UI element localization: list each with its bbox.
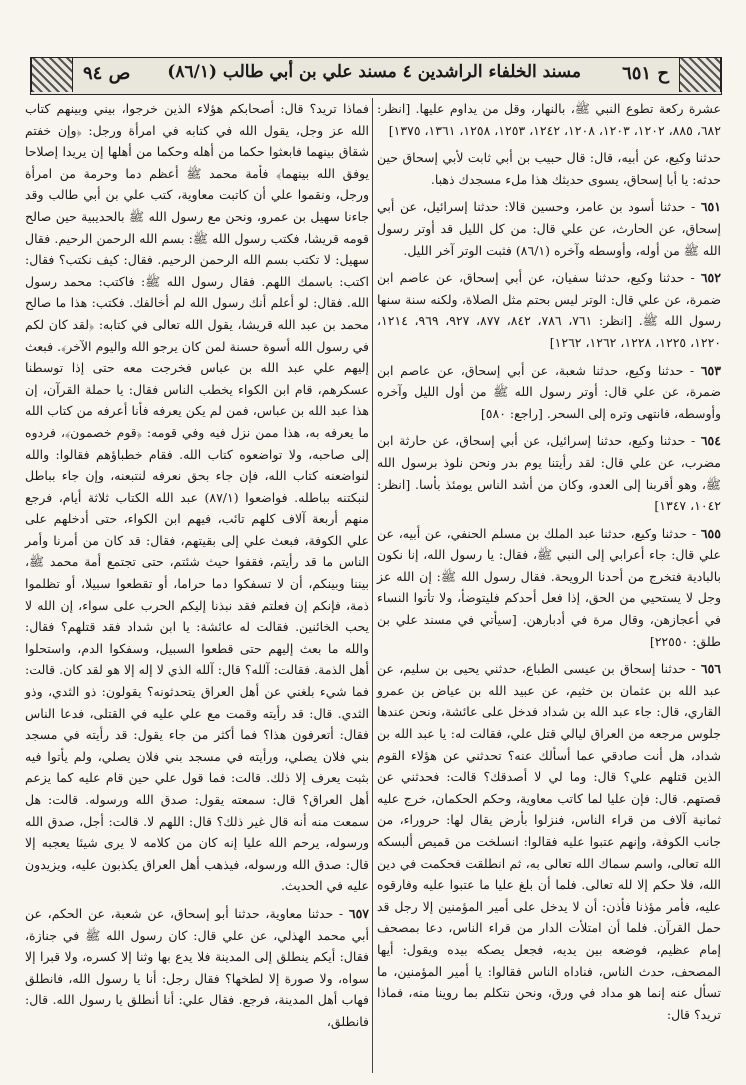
column-divider [372,98,373,1073]
hadith-item: ٦٥٤ - حدثنا وكيع، حدثنا إسرائيل، عن أبي إسحاق، عن حارثة ابن مضرب، عن علي قال: لقد رأيتنا يوم بدر ونحن نلوذ برسول الله ﷺ، وهو أقربنا إلى العدو، وكان من أشد الناس يومئذ بأسا. [انظر: ١٠٤٢، ١٣٤٧] [377,433,721,514]
hadith-item: ٦٥٧ - حدثنا معاوية، حدثنا أبو إسحاق، عن شعبة، عن الحكم، عن أبي محمد الهذلي، عن علي قال: كان رسول الله ﷺ في جنازة، فقال: أيكم ينطلق إلى المدينة فلا يدع بها وثنا إلا كسره، ولا قبرا إلا سواه، ولا صورة إلا لطخها؟ فقال رجل: أنا يا رسول الله، فانطلق فهاب أهل المدينة، فرجع. فقال علي: أنا أنطلق يا رسول الله. قال: فانطلق، [25,905,370,1029]
hadith-number: ٦٥٦ [700,661,722,677]
hadith-text: حدثنا وكيع، حدثنا شعبة، عن أبي إسحاق، عن عاصم ابن ضمرة، عن علي قال: أوتر رسول الله ﷺ من أول الليل وآخره وأوسطه، فانتهى وتره إلى السحر. [راجع: ٥٨٠] [377,362,721,421]
hadith-number: ٦٥٣ [700,362,721,378]
hadith-text: حدثنا وكيع، حدثنا سفيان، عن أبي إسحاق، عن عاصم ابن ضمرة، عن علي قال: الوتر ليس بحتم مثل الصلاة، ولكنه سنة سنها رسول الله ﷺ. [انظر: ٧٦١، ٧٨٦، ٨٤٢، ٨٧٧، ٩٢٧، ٩٦٩، ١٢١٤، ١٢٢٠، ١٢٢٥، ١٢٢٨، ١٢٦٢، ١٢٦٢] [377,270,722,350]
continuation-text: فماذا تريد؟ قال: أصحابكم هؤلاء الذين خرجوا، بيني وبينهم كتاب الله عز وجل، يقول الله في كتابه في امرأة ورجل: ﴿وإن خفتم شقاق بينهما فابعثوا حكما من أهله وحكما من أهلها إن يريدا إصلاحا يوفق الله بينهما﴾ فأمة محمد ﷺ أعظم دما وحرمة من امرأة ورجل، ونقموا علي أن كاتبت معاوية، كتب علي بن أبي طالب وقد جاءنا سهيل بن عمرو، ونحن مع رسول الله ﷺ بالحديبية حين صالح قومه قريشا، فكتب رسول الله ﷺ: بسم الله الرحمن الرحيم. فقال سهيل: لا تكتب بسم الله الرحمن الرحيم. فقال: كيف نكتب؟ فقال: اكتب: باسمك اللهم. فقال رسول الله ﷺ: فاكتب: محمد رسول الله. فقال: لو أعلم أنك رسول الله لم أخالفك. فكتب: هذا ما صالح محمد بن عبد الله قريشا، يقول الله تعالى في كتابه: ﴿لقد كان لكم في رسول الله أسوة حسنة لمن كان يرجو الله واليوم الآخر﴾. فبعث إليهم علي عبد الله بن عباس فخرجت معه حتى إذا توسطنا عسكرهم، قام ابن الكواء يخطب الناس فقال: يا حملة القرآن، إن هذا عبد الله بن عباس، فمن لم يكن يعرفه فأنا أعرفه من كتاب الله ما يعرفه به، هذا ممن نزل فيه وفي قومه: ﴿قوم خصمون﴾، فردوه إلى صاحبه، ولا تواضعوه كتاب الله. فقام خطباؤهم فقالوا: والله لنواضعنه كتاب الله، فإن جاء بحق نعرفه لنتبعنه، وإن جاء بباطل لنبكتنه بباطله. فواضعوا (٨٧/١) عبد الله الكتاب ثلاثة أيام، فرجع منهم أربعة آلاف كلهم تائب، فيهم ابن الكواء، حتى أدخلهم على علي الكوفة، فبعث علي إلى بقيتهم، فقال: قد كان من أمرنا وأمر الناس ما قد رأيتم، فقفوا حيث شئتم، حتى تجتمع أمة محمد ﷺ، بيننا وبينكم، أن لا تسفكوا دما حراما، أو تقطعوا سبيلا، أو تظلموا ذمة، فإنكم إن فعلتم فقد نبذنا إليكم الحرب على سواء، إن الله لا يحب الخائنين. فقالت له عائشة: يا ابن شداد فقد قتلهم؟ فقال: والله ما بعث إليهم حتى قطعوا السبيل، وسفكوا الدم، واستحلوا أهل الذمة. فقالت: آلله؟ قال: آلله الذي لا إله إلا هو لقد كان. قالت: فما شيء بلغني عن أهل العراق يتحدثونه؟ يقولون: ذو الثدي، وذو الثدي. قال: قد رأيته وقمت مع علي عليه في القتلى، فدعا الناس فقال: أتعرفون هذا؟ فما أكثر من جاء يقول: قد رأيته في مسجد بني فلان يصلي، ورأيته في مسجد بني فلان يصلي، ولم يأتوا فيه بثبت يعرف إلا ذلك. قالت: فما قول علي حين قام عليه كما يزعم أهل العراق؟ قال: سمعته يقول: صدق الله ورسوله. قالت: هل سمعت منه أنه قال غير ذلك؟ قال: اللهم لا. قالت: أجل، صدق الله ورسوله، يرحم الله عليا إنه كان من كلامه لا يرى شيئا يعجبه إلا قال: صدق الله ورسوله، فيذهب أهل العراق يكذبون عليه، ويزيدون عليه في الحديث. [25,101,369,894]
hadith-item: ٦٥٦ - حدثنا إسحاق بن عيسى الطباع، حدثني يحيى بن سليم، عن عبد الله بن عثمان بن خثيم، عن عبيد الله بن عياض بن عمرو القاري، قال: جاء عبد الله بن شداد فدخل على عائشة، ونحن عندها جلوس مرجعه من العراق ليالي قتل علي، فقالت له: يا عبد الله بن شداد، هل أنت صادقي عما أسألك عنه؟ تحدثني عن هؤلاء القوم الذين قتلهم علي؟ قال: وما لي لا أصدقك؟ قالت: فحدثني عن قصتهم. قال: فإن عليا لما كاتب معاوية، وحكم الحكمان، خرج عليه ثمانية آلاف من قراء الناس، فنزلوا بأرض يقال لها: حروراء، من جانب الكوفة، وإنهم عتبوا عليه فقالوا: انسلخت من قميص ألبسكه الله تعالى، واسم سماك الله تعالى به، ثم انطلقت فحكمت في دين الله، فلا حكم إلا لله تعالى. فلما أن بلغ عليا ما عتبوا عليه وفارقوه عليه، فأمر مؤذنا فأذن: أن لا يدخل على أمير المؤمنين إلا رجل قد حمل القرآن. فلما أن امتلأت الدار من قراء الناس، دعا بمصحف إمام عظيم، فوضعه بين يديه، فجعل يصكه بيده ويقول: أيها المصحف، حدث الناس، فناداه الناس فقالوا: يا أمير المؤمنين، ما تسأل عنه إنما هو مداد في ورق، ونحن نتكلم بما روينا منه، فماذا تريد؟ قال: [377,661,722,1022]
intro-note: حدثنا وكيع، عن أبيه، قال: قال حبيب بن أبي ثابت لأبي إسحاق حين حدثه: يا أبا إسحاق، يسوى حديثك هذا ملء مسجدك ذهبا. [377,150,721,187]
hadith-range: ح ٦٥١ [622,63,669,84]
hadith-number: ٦٥٢ [700,270,721,286]
hadith-item: ٦٥٢ - حدثنا وكيع، حدثنا سفيان، عن أبي إسحاق، عن عاصم ابن ضمرة، عن علي قال: الوتر ليس بحتم مثل الصلاة، ولكنه سنة سنها رسول الله ﷺ. [انظر: ٧٦١، ٧٨٦، ٨٤٢، ٨٧٧، ٩٢٧، ٩٦٩، ١٢١٤، ١٢٢٠، ١٢٢٥، ١٢٢٨، ١٢٦٢، ١٢٦٢] [377,270,722,350]
left-column [25,98,369,1073]
page-number: ص ٩٤ [83,63,131,84]
hadith-text: حدثنا إسحاق بن عيسى الطباع، حدثني يحيى بن سليم، عن عبد الله بن عثمان بن خثيم، عن عبيد الله بن عياض بن عمرو القاري، قال: جاء عبد الله بن شداد فدخل على عائشة، ونحن عندها جلوس مرجعه من العراق ليالي قتل علي، فقالت له: يا عبد الله بن شداد، هل أنت صادقي عما أسألك عنه؟ تحدثني عن هؤلاء القوم الذين قتلهم علي؟ قال: وما لي لا أصدقك؟ قالت: فحدثني عن قصتهم. قال: فإن عليا لما كاتب معاوية، وحكم الحكمان، خرج عليه ثمانية آلاف من قراء الناس، فنزلوا بأرض يقال لها: حروراء، من جانب الكوفة، وإنهم عتبوا عليه فقالوا: انسلخت من قميص ألبسكه الله تعالى، واسم سماك الله تعالى به، ثم انطلقت فحكمت في دين الله، فلا حكم إلا لله تعالى. فلما أن بلغ عليا ما عتبوا عليه وفارقوه عليه، فأمر مؤذنا فأذن: أن لا يدخل على أمير المؤمنين إلا رجل قد حمل القرآن. فلما أن امتلأت الدار من قراء الناس، دعا بمصحف إمام عظيم، فوضعه بين يديه، فجعل يصكه بيده ويقول: أيها المصحف، حدث الناس، فناداه الناس فقالوا: يا أمير المؤمنين، ما تسأل عنه إنما هو مداد في ورق، ونحن نتكلم بما روينا منه، فماذا تريد؟ قال: [377,661,721,1022]
hadith-number: ٦٥٥ [700,525,721,541]
header-ornament-right [679,58,721,92]
hadith-text: حدثنا وكيع، حدثنا عبد الملك بن مسلم الحنفي، عن أبيه، عن علي قال: جاء أعرابي إلى النبي ﷺ، فقال: يا رسول الله، إنا نكون بالبادية فتخرج من أحدنا الرويحة. فقال رسول الله ﷺ: إن الله عز وجل لا يستحيي من الحق، إذا فعل أحدكم فليتوضأ، ولا تأتوا النساء في أعجازهن، وقال مرة في أدبارهن. [سيأتي في مسند علي بن طلق: ٢٢٥٥٠] [377,525,721,649]
hadith-item: ٦٥٥ - حدثنا وكيع، حدثنا عبد الملك بن مسلم الحنفي، عن أبيه، عن علي قال: جاء أعرابي إلى النبي ﷺ، فقال: يا رسول الله، إنا نكون بالبادية فتخرج من أحدنا الرويحة. فقال رسول الله ﷺ: إن الله عز وجل لا يستحيي من الحق، إذا فعل أحدكم فليتوضأ، ولا تأتوا النساء في أعجازهن، وقال مرة في أدبارهن. [سيأتي في مسند علي بن طلق: ٢٢٥٥٠] [377,525,721,649]
intro-text: عشرة ركعة تطوع النبي ﷺ، بالنهار، وقل من يداوم عليها. [انظر: ٦٨٢، ٨٨٥، ١٢٠٢، ١٢٠٣، ١٢٠٨، ١٢٤٢، ١٢٥٣، ١٢٥٨، ١٣٦١، ١٣٧٥] [377,101,721,138]
hadith-text: حدثنا معاوية، حدثنا أبو إسحاق، عن شعبة، عن الحكم، عن أبي محمد الهذلي، عن علي قال: كان رسول الله ﷺ في جنازة، فقال: أيكم ينطلق إلى المدينة فلا يدع بها وثنا إلا كسره، ولا قبرا إلا سواه، ولا صورة إلا لطخها؟ فقال رجل: أنا يا رسول الله، فانطلق فهاب أهل المدينة، فرجع. فقال علي: أنا أنطلق يا رسول الله. قال: فانطلق، [25,905,369,1029]
hadith-text: حدثنا وكيع، حدثنا إسرائيل، عن أبي إسحاق، عن حارثة ابن مضرب، عن علي قال: لقد رأيتنا يوم بدر ونحن نلوذ برسول الله ﷺ، وهو أقربنا إلى العدو، وكان من أشد الناس يومئذ بأسا. [انظر: ١٠٤٢، ١٣٤٧] [377,433,721,514]
hadith-number: ٦٥٤ [700,433,721,449]
page-header [30,57,722,95]
hadith-item: ٦٥٣ - حدثنا وكيع، حدثنا شعبة، عن أبي إسحاق، عن عاصم ابن ضمرة، عن علي قال: أوتر رسول الله ﷺ من أول الليل وآخره وأوسطه، فانتهى وتره إلى السحر. [راجع: ٥٨٠] [377,362,721,421]
header-ornament-left [31,58,73,92]
page-title: مسند الخلفاء الراشدين ٤ مسند علي بن أبي طالب (٨٦/١) [167,62,581,82]
hadith-number: ٦٥٧ [348,905,370,921]
hadith-item: ٦٥١ - حدثنا أسود بن عامر، وحسين قالا: حدثنا إسرائيل، عن أبي إسحاق، عن الحارث، عن علي قال: من كل الليل قد أوتر رسول الله ﷺ من أوله، وأوسطه وآخره (٨٦/١) فثبت الوتر آخر الليل. [377,199,721,258]
right-column [377,98,721,1073]
hadith-number: ٦٥١ [700,199,721,215]
hadith-text: حدثنا أسود بن عامر، وحسين قالا: حدثنا إسرائيل، عن أبي إسحاق، عن الحارث، عن علي قال: من كل الليل قد أوتر رسول الله ﷺ من أوله، وأوسطه وآخره (٨٦/١) فثبت الوتر آخر الليل. [377,199,721,258]
